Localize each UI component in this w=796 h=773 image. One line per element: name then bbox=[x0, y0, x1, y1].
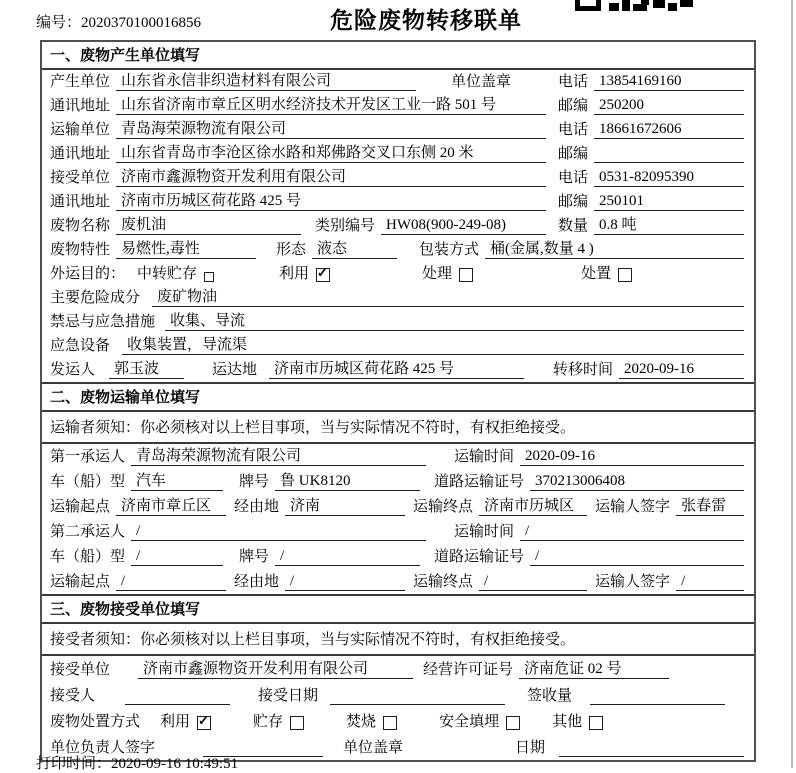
property-label: 废物特性 bbox=[50, 242, 111, 258]
waste-name-label: 废物名称 bbox=[50, 218, 111, 234]
receiver-value: 济南市鑫源物资开发利用有限公司 bbox=[116, 165, 546, 187]
second-carrier-label: 第二承运人 bbox=[50, 524, 126, 540]
document-number-label: 编号： bbox=[36, 15, 82, 31]
checkbox-icon bbox=[290, 716, 304, 730]
unit-seal-label: 单位盖章 bbox=[343, 740, 404, 756]
transporter-zip-value bbox=[594, 146, 744, 163]
transport-time-value: 2020-09-16 bbox=[520, 448, 744, 466]
checkbox-icon bbox=[316, 268, 330, 282]
origin-label: 运输起点 bbox=[50, 574, 111, 590]
print-time-value: 2020-09-16 10:49:51 bbox=[111, 756, 239, 772]
row-consignor bbox=[42, 358, 754, 382]
checkbox-icon bbox=[204, 272, 214, 282]
endpoint-value: 济南市历城区 bbox=[479, 494, 587, 516]
accept-date-label: 接受日期 bbox=[258, 688, 319, 704]
carrier-sign-value: / bbox=[676, 573, 744, 591]
section-producer bbox=[42, 42, 754, 382]
unit-seal-label: 单位盖章 bbox=[451, 74, 512, 90]
checkbox-icon bbox=[589, 716, 603, 730]
consignor-value: 郭玉波 bbox=[109, 357, 184, 379]
transporter-label: 运输单位 bbox=[50, 122, 111, 138]
row-acceptor bbox=[42, 682, 754, 708]
origin-value: 济南市章丘区 bbox=[116, 494, 226, 516]
via-label: 经由地 bbox=[234, 574, 280, 590]
section-transporter-header: 二、废物运输单位填写 bbox=[42, 384, 754, 412]
receiver-zip-group bbox=[558, 190, 744, 211]
section-producer-header: 一、废物产生单位填写 bbox=[42, 42, 754, 70]
property-value: 易燃性,毒性 bbox=[116, 237, 256, 259]
carrier-sign-label: 运输人签字 bbox=[595, 574, 671, 590]
received-qty-value bbox=[590, 688, 725, 705]
row-emergency-equipment bbox=[42, 334, 754, 358]
vehicle-type-value: / bbox=[131, 548, 223, 566]
equipment-value: 收集装置，导流渠 bbox=[122, 333, 744, 355]
producer-value: 山东省永信非织造材料有限公司 bbox=[116, 69, 416, 91]
phone-label: 电话 bbox=[557, 122, 588, 138]
option-label: 安全填埋 bbox=[439, 714, 500, 730]
section-receiver bbox=[42, 594, 754, 760]
vehicle-type-value: 汽车 bbox=[131, 469, 223, 491]
print-time bbox=[36, 752, 238, 773]
checkbox-icon bbox=[459, 268, 473, 282]
via-value: 济南 bbox=[285, 494, 405, 516]
purpose-option-utilize bbox=[279, 262, 330, 283]
road-license-label: 道路运输证号 bbox=[434, 474, 525, 490]
category-value: HW08(900-249-08) bbox=[381, 217, 546, 235]
waste-name-value: 废机油 bbox=[116, 213, 301, 235]
checkbox-icon bbox=[618, 268, 632, 282]
producer-address-value: 山东省济南市章丘区明水经济技术开发区工业一路 501 号 bbox=[116, 93, 546, 115]
row-receiver-address bbox=[42, 190, 754, 214]
receiver-phone-value: 0531-82095390 bbox=[594, 169, 744, 187]
transporter-phone-value: 18661672606 bbox=[594, 121, 744, 139]
section-transporter bbox=[42, 382, 754, 594]
disposal-method-label: 废物处置方式 bbox=[50, 714, 141, 730]
zip-label: 邮编 bbox=[557, 98, 588, 114]
disposal-option-other bbox=[552, 710, 603, 731]
option-label: 利用 bbox=[279, 266, 310, 282]
carrier-sign-value: 张春雷 bbox=[676, 494, 744, 516]
receiver-phone-group bbox=[558, 166, 744, 187]
category-label: 类别编号 bbox=[315, 218, 376, 234]
zip-label: 邮编 bbox=[557, 194, 588, 210]
packing-value: 桶(金属,数量 4 ) bbox=[485, 237, 744, 259]
transfer-date-group bbox=[553, 358, 744, 379]
via-value: / bbox=[285, 573, 405, 591]
accept-unit-label: 接受单位 bbox=[50, 662, 111, 678]
purpose-label: 外运目的： bbox=[50, 266, 126, 282]
row-disposal-method bbox=[42, 708, 754, 734]
address-label: 通讯地址 bbox=[50, 194, 111, 210]
destination-label: 运达地 bbox=[212, 362, 258, 378]
road-license-value: 370213006408 bbox=[530, 473, 744, 491]
row-purpose bbox=[42, 262, 754, 286]
row-receiver bbox=[42, 166, 754, 190]
row-transporter-address bbox=[42, 142, 754, 166]
checkbox-icon bbox=[197, 716, 211, 730]
disposal-option-utilize bbox=[160, 710, 211, 731]
endpoint-value: / bbox=[479, 573, 587, 591]
row-accept-unit bbox=[42, 656, 754, 682]
acceptor-label: 接受人 bbox=[50, 688, 96, 704]
row-waste-name bbox=[42, 214, 754, 238]
plate-label: 牌号 bbox=[239, 549, 270, 565]
packing-label: 包装方式 bbox=[419, 242, 480, 258]
option-label: 处置 bbox=[581, 266, 612, 282]
vehicle-type-label: 车（船）型 bbox=[50, 474, 126, 490]
plate-label: 牌号 bbox=[239, 474, 270, 490]
row-vehicle-2 bbox=[42, 544, 754, 569]
carrier-sign-label: 运输人签字 bbox=[595, 499, 671, 515]
form-value: 液态 bbox=[312, 237, 397, 259]
vehicle-type-label: 车（船）型 bbox=[50, 549, 126, 565]
purpose-option-treat bbox=[422, 262, 473, 283]
first-carrier-value: 青岛海荣源物流有限公司 bbox=[131, 444, 426, 466]
origin-label: 运输起点 bbox=[50, 499, 111, 515]
page-title: 危险废物转移联单 bbox=[330, 8, 522, 33]
transfer-date-label: 转移时间 bbox=[552, 362, 613, 378]
receiver-zip-value: 250101 bbox=[594, 193, 744, 211]
transporter-notice: 运输者须知：你必须核对以上栏目事项，当与实际情况不符时，有权拒绝接受。 bbox=[42, 412, 754, 444]
transporter-address-value: 山东省青岛市李沧区徐水路和郑佛路交叉口东侧 20 米 bbox=[116, 141, 546, 163]
plate-value: 鲁 UK8120 bbox=[275, 469, 420, 491]
phone-label: 电话 bbox=[557, 170, 588, 186]
transporter-zip-group bbox=[558, 142, 744, 163]
receiver-label: 接受单位 bbox=[50, 170, 111, 186]
producer-zip-group bbox=[558, 94, 744, 115]
producer-label: 产生单位 bbox=[50, 74, 111, 90]
producer-phone-group bbox=[558, 70, 744, 91]
hazard-value: 废矿物油 bbox=[152, 285, 744, 307]
taboo-value: 收集、导流 bbox=[165, 309, 744, 331]
qr-code-fragment-icon bbox=[575, 0, 693, 11]
option-label: 利用 bbox=[160, 714, 191, 730]
date-label: 日期 bbox=[515, 740, 546, 756]
row-producer bbox=[42, 70, 754, 94]
page-edge-line bbox=[791, 0, 793, 768]
row-producer-address bbox=[42, 94, 754, 118]
row-first-carrier bbox=[42, 444, 754, 469]
purpose-option-dispose bbox=[581, 262, 632, 283]
hazard-label: 主要危险成分 bbox=[50, 290, 141, 306]
disposal-option-storage bbox=[253, 710, 304, 731]
section-receiver-header: 三、废物接受单位填写 bbox=[42, 596, 754, 624]
transport-time-label: 运输时间 bbox=[454, 524, 515, 540]
destination-value: 济南市历城区荷花路 425 号 bbox=[269, 357, 524, 379]
first-carrier-label: 第一承运人 bbox=[50, 449, 126, 465]
consignor-label: 发运人 bbox=[50, 362, 96, 378]
receiver-notice: 接受者须知：你必须核对以上栏目事项，当与实际情况不符时，有权拒绝接受。 bbox=[42, 624, 754, 656]
checkbox-icon bbox=[506, 716, 520, 730]
transport-time-value: / bbox=[520, 523, 744, 541]
address-label: 通讯地址 bbox=[50, 146, 111, 162]
print-time-label: 打印时间： bbox=[36, 756, 112, 772]
transport-time-label: 运输时间 bbox=[454, 449, 515, 465]
second-carrier-value: / bbox=[131, 523, 426, 541]
origin-value: / bbox=[116, 573, 226, 591]
form-label: 形态 bbox=[276, 242, 307, 258]
row-route-2 bbox=[42, 569, 754, 594]
zip-label: 邮编 bbox=[557, 146, 588, 162]
disposal-option-landfill bbox=[439, 710, 520, 731]
road-license-value: / bbox=[530, 548, 744, 566]
quantity-label: 数量 bbox=[558, 218, 589, 234]
endpoint-label: 运输终点 bbox=[413, 574, 474, 590]
transporter-value: 青岛海荣源物流有限公司 bbox=[116, 117, 546, 139]
via-label: 经由地 bbox=[234, 499, 280, 515]
transporter-phone-group bbox=[558, 118, 744, 139]
transfer-date-value: 2020-09-16 bbox=[619, 361, 744, 379]
option-label: 处理 bbox=[422, 266, 453, 282]
producer-phone-value: 13854169160 bbox=[594, 73, 744, 91]
row-route-1 bbox=[42, 494, 754, 519]
row-transporter bbox=[42, 118, 754, 142]
option-label: 焚烧 bbox=[346, 714, 377, 730]
purpose-option-transfer-storage bbox=[137, 262, 214, 283]
road-license-label: 道路运输证号 bbox=[434, 549, 525, 565]
phone-label: 电话 bbox=[557, 74, 588, 90]
option-label: 贮存 bbox=[253, 714, 284, 730]
quantity-value: 0.8 吨 bbox=[594, 213, 744, 235]
accept-unit-value: 济南市鑫源物资开发利用有限公司 bbox=[138, 657, 413, 679]
row-hazard-component bbox=[42, 286, 754, 310]
plate-value: / bbox=[275, 548, 420, 566]
option-label: 其他 bbox=[552, 714, 583, 730]
option-label: 中转贮存 bbox=[137, 266, 198, 282]
date-value bbox=[559, 740, 744, 757]
disposal-option-incinerate bbox=[346, 710, 397, 731]
manifest-table bbox=[40, 40, 756, 762]
permit-value: 济南危证 02 号 bbox=[519, 657, 669, 679]
document-number-value: 2020370100016856 bbox=[81, 15, 202, 31]
taboo-label: 禁忌与应急措施 bbox=[50, 314, 156, 330]
address-label: 通讯地址 bbox=[50, 98, 111, 114]
row-second-carrier bbox=[42, 519, 754, 544]
row-vehicle-1 bbox=[42, 469, 754, 494]
responsible-sign-label: 单位负责人签字 bbox=[50, 740, 156, 756]
permit-label: 经营许可证号 bbox=[423, 662, 514, 678]
producer-zip-value: 250200 bbox=[594, 97, 744, 115]
checkbox-icon bbox=[383, 716, 397, 730]
equipment-label: 应急设备 bbox=[50, 338, 111, 354]
acceptor-value bbox=[125, 688, 230, 705]
endpoint-label: 运输终点 bbox=[413, 499, 474, 515]
row-taboo-measures bbox=[42, 310, 754, 334]
accept-date-value bbox=[330, 688, 505, 705]
receiver-address-value: 济南市历城区荷花路 425 号 bbox=[116, 189, 546, 211]
received-qty-label: 签收量 bbox=[527, 688, 573, 704]
document-number bbox=[36, 11, 201, 32]
row-waste-property bbox=[42, 238, 754, 262]
